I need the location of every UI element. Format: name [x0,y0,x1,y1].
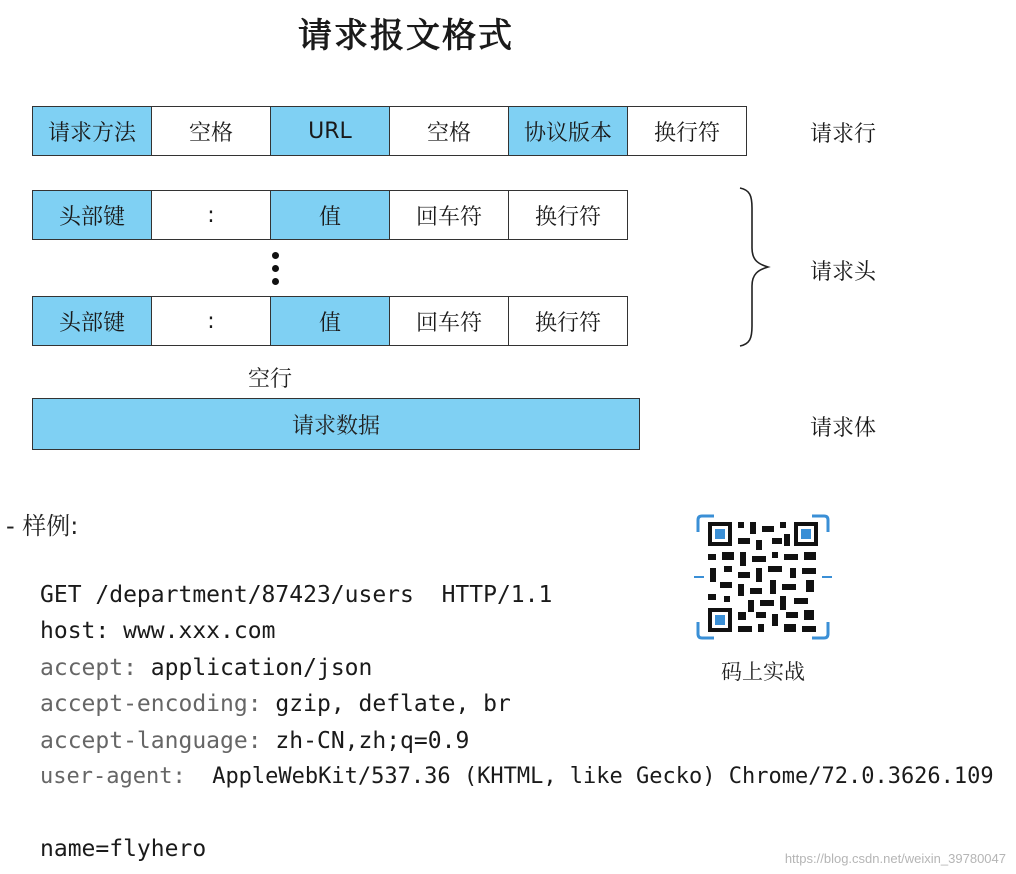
header-value: www.xxx.com [109,618,276,644]
qr-code-icon [694,512,832,642]
qr-caption: 码上实战 [721,660,805,684]
cell-colon: : [151,296,271,346]
empty-line-label: 空行 [248,367,293,392]
example-label: - 样例: [6,512,79,540]
example-header-line: host: www.xxx.com [40,618,276,644]
request-data-bar: 请求数据 [32,398,640,450]
header-key: host [40,618,96,644]
cell-newline: 换行符 [627,106,747,156]
watermark: https://blog.csdn.net/weixin_39780047 [784,851,1006,866]
header-value: gzip, deflate, br [261,691,511,717]
cell-space: 空格 [151,106,271,156]
header-row [32,296,628,346]
cell-carriage-return: 回车符 [389,190,509,240]
curly-brace-icon [736,186,776,348]
cell-space: 空格 [389,106,509,156]
header-key: accept [40,655,124,681]
request-line-row [32,106,747,156]
cell-header-value: 值 [270,190,390,240]
example-header-line: accept-encoding: gzip, deflate, br [40,691,511,717]
ellipsis-dots [269,252,281,291]
header-key: user-agent [40,764,173,789]
request-header-label: 请求头 [810,260,877,285]
cell-url: URL [270,106,390,156]
request-line-label: 请求行 [810,122,877,147]
example-header-line: accept: application/json [40,655,373,681]
cell-method: 请求方法 [32,106,152,156]
example-body: name=flyhero [40,836,207,862]
header-value: AppleWebKit/537.36 (KHTML, like Gecko) Chrome/72.0.3626.109 [185,764,994,789]
cell-header-value: 值 [270,296,390,346]
header-key: accept-encoding [40,691,248,717]
header-value: zh-CN,zh;q=0.9 [261,728,470,754]
example-request-line: GET /department/87423/users HTTP/1.1 [40,582,553,608]
cell-header-key: 头部键 [32,190,152,240]
example-header-line: user-agent: AppleWebKit/537.36 (KHTML, like Gecko) Chrome/72.0.3626.109 [40,764,994,789]
header-row [32,190,628,240]
cell-newline: 换行符 [508,190,628,240]
page-title: 请求报文格式 [298,16,514,56]
header-value: application/json [136,655,373,681]
cell-newline: 换行符 [508,296,628,346]
cell-protocol-version: 协议版本 [508,106,628,156]
cell-header-key: 头部键 [32,296,152,346]
cell-carriage-return: 回车符 [389,296,509,346]
header-key: accept-language [40,728,248,754]
example-header-line: accept-language: zh-CN,zh;q=0.9 [40,728,470,754]
cell-colon: : [151,190,271,240]
request-body-label: 请求体 [810,416,877,441]
